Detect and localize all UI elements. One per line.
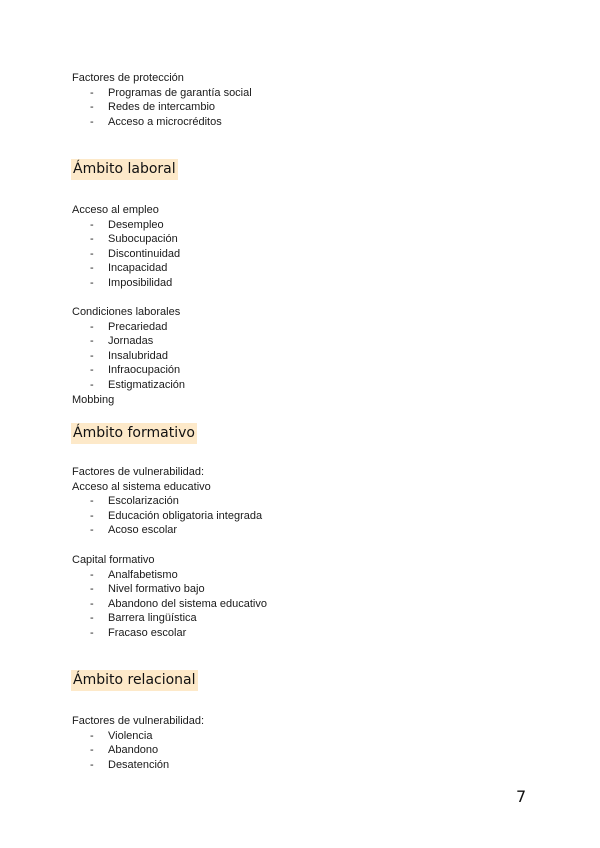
working-conditions-section bbox=[72, 305, 185, 407]
heading-ambito-laboral: Ámbito laboral bbox=[71, 159, 178, 180]
employment-access-label: Acceso al empleo bbox=[72, 204, 159, 216]
working-conditions-label: Condiciones laborales bbox=[72, 306, 181, 318]
heading-ambito-formativo: Ámbito formativo bbox=[71, 423, 197, 444]
relational-vulnerability-section bbox=[72, 714, 204, 772]
list-item: - Educación obligatoria integrada bbox=[90, 509, 263, 522]
heading-ambito-relacional: Ámbito relacional bbox=[71, 670, 198, 691]
list-item: - Discontinuidad bbox=[90, 247, 181, 260]
list-item: - Desempleo bbox=[90, 218, 164, 231]
mobbing-label: Mobbing bbox=[72, 393, 115, 406]
list-item: - Jornadas bbox=[90, 335, 154, 348]
protection-factors-section bbox=[72, 71, 252, 129]
list-item: - Insalubridad bbox=[90, 349, 168, 362]
education-access-section bbox=[72, 465, 262, 538]
list-item: - Escolarización bbox=[90, 495, 179, 508]
list-item: - Violencia bbox=[90, 729, 153, 742]
list-item: - Estigmatización bbox=[90, 378, 186, 391]
list-item: - Nivel formativo bajo bbox=[90, 583, 205, 596]
vulnerability-factors-label: Factores de vulnerabilidad: bbox=[72, 715, 205, 727]
list-item: - Barrera lingüística bbox=[90, 612, 197, 625]
training-capital-label: Capital formativo bbox=[72, 554, 155, 566]
employment-access-section bbox=[72, 203, 180, 291]
list-item: - Subocupación bbox=[90, 233, 178, 246]
vulnerability-factors-label: Factores de vulnerabilidad: bbox=[72, 466, 205, 478]
list-item: - Infraocupación bbox=[90, 364, 181, 377]
list-item: - Redes de intercambio bbox=[90, 101, 216, 114]
list-item: - Incapacidad bbox=[90, 262, 168, 275]
list-item: - Acceso a microcréditos bbox=[90, 115, 222, 128]
list-item: - Desatención bbox=[90, 758, 170, 771]
page-number: 7 bbox=[516, 787, 527, 806]
list-item: - Abandono del sistema educativo bbox=[90, 597, 267, 610]
list-item: - Acoso escolar bbox=[90, 524, 178, 537]
list-item: - Imposibilidad bbox=[90, 276, 173, 289]
education-access-label: Acceso al sistema educativo bbox=[72, 480, 211, 493]
list-item: - Abandono bbox=[90, 744, 159, 757]
protection-factors-label: Factores de protección bbox=[72, 72, 184, 84]
list-item: - Programas de garantía social bbox=[90, 86, 252, 99]
training-capital-section bbox=[72, 553, 267, 641]
list-item: - Fracaso escolar bbox=[90, 626, 187, 639]
list-item: - Analfabetismo bbox=[90, 568, 178, 581]
list-item: - Precariedad bbox=[90, 320, 168, 333]
